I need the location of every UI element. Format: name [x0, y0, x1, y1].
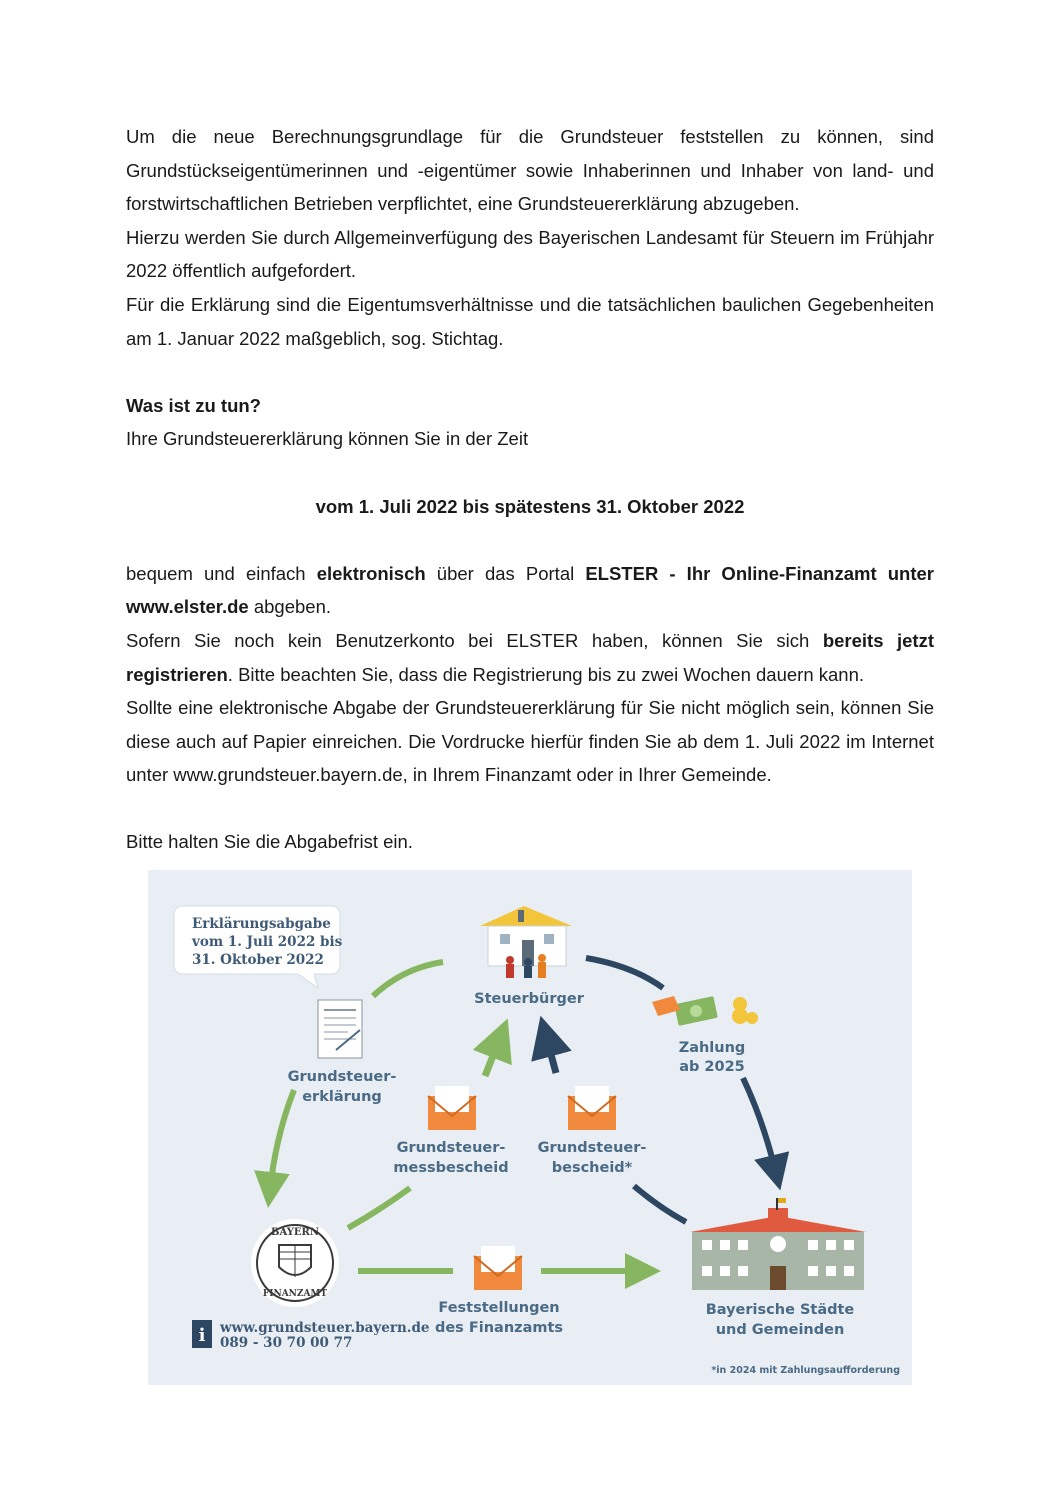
document-page	[126, 120, 934, 859]
steuerbuerger-label: Steuerbürger	[474, 991, 584, 1007]
zahlung-label-2: ab 2025	[679, 1059, 745, 1075]
bescheid-label-1: Grundsteuer-	[537, 1140, 647, 1156]
intro-paragraph-3: Für die Erklärung sind die Eigentumsverhältnisse und die tatsächlichen baulichen Gegebenheiten am 1. Januar 2022 maßgeblich, sog. Stichtag.	[126, 293, 934, 349]
footnote: *in 2024 mit Zahlungsaufforderung	[711, 1365, 900, 1376]
paper-paragraph: Sollte eine elektronische Abgabe der Grundsteuererklärung für Sie nicht möglich sein, können Sie diese auch auf Papier einreichen. Die Vordrucke hierfür finden Sie ab dem 1. Juli 2022 im Internet unter www.grundsteuer.bayern.de, in Ihrem Finanzamt oder in Ihrer Gemeinde.	[126, 697, 934, 786]
staedte-label-2: und Gemeinden	[715, 1322, 845, 1338]
deadline-note: Bitte halten Sie die Abgabefrist ein.	[126, 831, 413, 853]
zahlung-label-1: Zahlung	[678, 1040, 746, 1056]
intro-paragraph-1: Um die neue Berechnungsgrundlage für die Grundsteuer feststellen zu können, sind Grundstückseigentümerinnen und -eigentümer sowie Inhaberinnen und Inhaber von land- und forstwirtschaftlichen Betrieben verpflichtet, eine Grundsteuererklärung abzugeben.	[126, 126, 934, 215]
svg-text:31. Oktober 2022: 31. Oktober 2022	[192, 952, 324, 968]
feststellungen-label-1: Feststellungen	[438, 1300, 560, 1316]
bescheid-label-2: bescheid*	[551, 1160, 633, 1176]
finanzamt-seal-icon	[251, 1219, 339, 1307]
intro-paragraph-2: Hierzu werden Sie durch Allgemeinverfügung des Bayerischen Landesamt für Steuern im Frühjahr 2022 öffentlich aufgefordert.	[126, 226, 934, 282]
svg-text:i: i	[198, 1325, 206, 1346]
elster-link[interactable]: ELSTER - Ihr Online-Finanzamt unter www.elster.de	[126, 562, 934, 618]
envelope-icon-feststellungen	[474, 1246, 522, 1290]
svg-text:FINANZAMT: FINANZAMT	[262, 1289, 328, 1299]
registration-paragraph: Sofern Sie noch kein Benutzerkonto bei ELSTER haben, können Sie sich bereits jetzt registrieren. Bitte beachten Sie, dass die Registrierung bis zu zwei Wochen dauern kann.	[126, 629, 934, 685]
section-heading: Was ist zu tun?	[126, 394, 261, 416]
info-phone: 089 - 30 70 00 77	[220, 1335, 353, 1351]
info-url[interactable]: www.grundsteuer.bayern.de	[220, 1320, 430, 1336]
svg-text:vom 1. Juli 2022 bis: vom 1. Juli 2022 bis	[192, 934, 343, 950]
period-dates: vom 1. Juli 2022 bis spätestens 31. Oktober 2022	[315, 495, 745, 517]
envelope-icon-bescheid	[568, 1086, 616, 1130]
grundsteuer-process-diagram	[148, 870, 912, 1385]
messbescheid-label-2: messbescheid	[393, 1160, 509, 1176]
elster-paragraph: bequem und einfach elektronisch über das Portal ELSTER - Ihr Online-Finanzamt unter www.elster.de abgeben.	[126, 562, 934, 618]
staedte-label-1: Bayerische Städte	[705, 1302, 855, 1318]
feststellungen-label-2: des Finanzamts	[434, 1320, 564, 1336]
tax-form-icon	[318, 1000, 362, 1058]
svg-text:Erklärungsabgabe: Erklärungsabgabe	[192, 916, 331, 932]
erklaerung-label-2: erklärung	[302, 1089, 382, 1105]
svg-text:BAYERN: BAYERN	[271, 1227, 319, 1238]
erklaerung-label-1: Grundsteuer-	[287, 1069, 397, 1085]
envelope-icon-messbescheid	[428, 1086, 476, 1130]
messbescheid-label-1: Grundsteuer-	[396, 1140, 506, 1156]
period-intro: Ihre Grundsteuererklärung können Sie in der Zeit	[126, 428, 529, 450]
